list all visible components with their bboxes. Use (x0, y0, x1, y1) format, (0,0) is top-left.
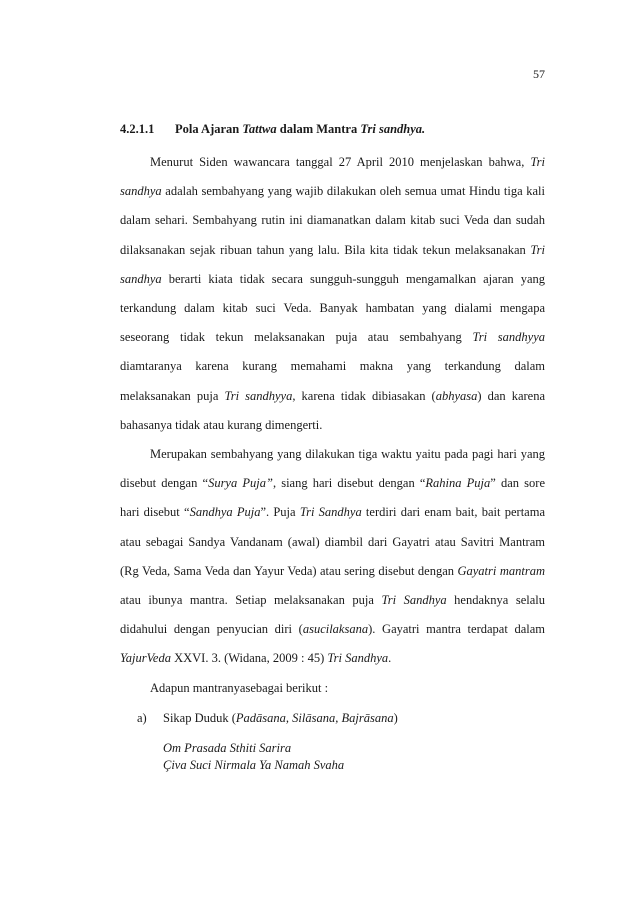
paragraph-2-run: terdiri dari enam bait, bait pertama atau sebagai Sandya Vandanam (awal) diambil dari Gayatri atau Savitri Mantram (Rg Veda, Sama Veda dan Yayur Veda) atau sering disebut dengan (120, 505, 545, 578)
paragraph-2-run: ). Gayatri mantra terdapat dalam (368, 622, 545, 637)
paragraph-1-run: adalah sembahyang yang wajib dilakukan oleh semua umat Hindu tiga kali dalam sehari. Sembahyang rutin ini diamanatkan dalam kitab suci Veda dan sudah dilaksanakan sejak ribuan tahun yang lalu. Bila kita tidak tekun melaksanakan (120, 184, 545, 257)
paragraph-1-run: Tri sandhyya (224, 388, 293, 403)
paragraph-2-run: Tri Sandhya (299, 505, 362, 520)
paragraph-1-run: abhyasa (435, 388, 478, 403)
paragraph-1-run: berarti kiata tidak secara sungguh-sungguh mengamalkan ajaran yang terkandung dalam kitab suci Veda. Banyak hambatan yang dialami mengapa seseorang tidak tekun melaksanakan puja atau sembahyang (120, 271, 545, 345)
heading-text-1: Pola Ajaran (175, 122, 243, 136)
paragraph-2-run: atau ibunya mantra. Setiap melaksanakan puja (120, 593, 382, 608)
page-number: 57 (533, 67, 545, 81)
mantra-line-1: Om Prasada Sthiti Sarira (163, 741, 292, 755)
list-item-a (137, 711, 398, 726)
section-number: 4.2.1.1 (120, 122, 155, 136)
paragraph-2-run: ” dan sore hari disebut “ (120, 476, 545, 520)
paragraph-1-run: Menurut Siden wawancara tanggal 27 April 2010 menjelaskan bahwa, (150, 155, 531, 169)
paragraph-1-run: Tri sandhyya (472, 330, 545, 345)
paragraph-2-run: hendaknya selalu didahului dengan penyucian diri ( (120, 593, 545, 637)
mantra-line-2: Çiva Suci Nirmala Ya Namah Svaha (163, 758, 345, 772)
body-text (120, 148, 545, 674)
paragraph-2-run: Surya Puja” (208, 476, 273, 491)
list-marker: a) (137, 711, 147, 725)
paragraph-1-run: Tri sandhya (120, 242, 545, 286)
paragraph-2-run: XXVI. 3. (Widana, 2009 : 45) (170, 651, 328, 666)
heading-text-4: Tri sandhya. (360, 122, 426, 136)
section-heading (120, 122, 425, 137)
paragraph-2-run: Merupakan sembahyang yang dilakukan tiga waktu yaitu pada pagi hari yang disebut dengan “ (120, 447, 545, 491)
paragraph-1-run: , karena tidak dibiasakan ( (292, 388, 436, 403)
mantra-block (163, 740, 344, 774)
paragraph-2-run: Sandhya Puja (189, 505, 261, 520)
heading-text-2: Tattwa (242, 122, 277, 136)
paragraph-2-run: Tri Sandhya (327, 651, 389, 666)
paragraph-1-run: ) dan karena bahasanya tidak atau kurang dimengerti. (120, 388, 546, 432)
paragraph-2-run: Rahina Puja (425, 476, 491, 491)
paragraph-2-run: . (388, 651, 392, 666)
list-item-italic: Padāsana, Silāsana, Bajrāsana (235, 711, 394, 725)
paragraph-1-run: Tri sandhya (120, 155, 545, 199)
paragraph-1-run: diamtaranya karena kurang memahami makna yang terkandung dalam melaksanakan puja (120, 359, 545, 403)
paragraph-2-run: asucilaksana (302, 622, 369, 637)
paragraph-2-run: Tri Sandhya (381, 593, 447, 608)
paragraph-1 (120, 148, 545, 440)
paragraph-2 (120, 440, 545, 674)
paragraph-2-run: ”. Puja (260, 505, 300, 520)
paragraph-2-run: , siang hari disebut dengan “ (272, 476, 426, 491)
list-item-close: ) (393, 711, 398, 725)
intro-line: Adapun mantranyasebagai berikut : (150, 681, 329, 695)
heading-text-3: dalam Mantra (276, 122, 361, 136)
paragraph-2-run: YajurVeda (120, 651, 171, 666)
paragraph-2-run: Gayatri mantram (457, 563, 545, 578)
list-item-text: Sikap Duduk ( (163, 711, 236, 725)
